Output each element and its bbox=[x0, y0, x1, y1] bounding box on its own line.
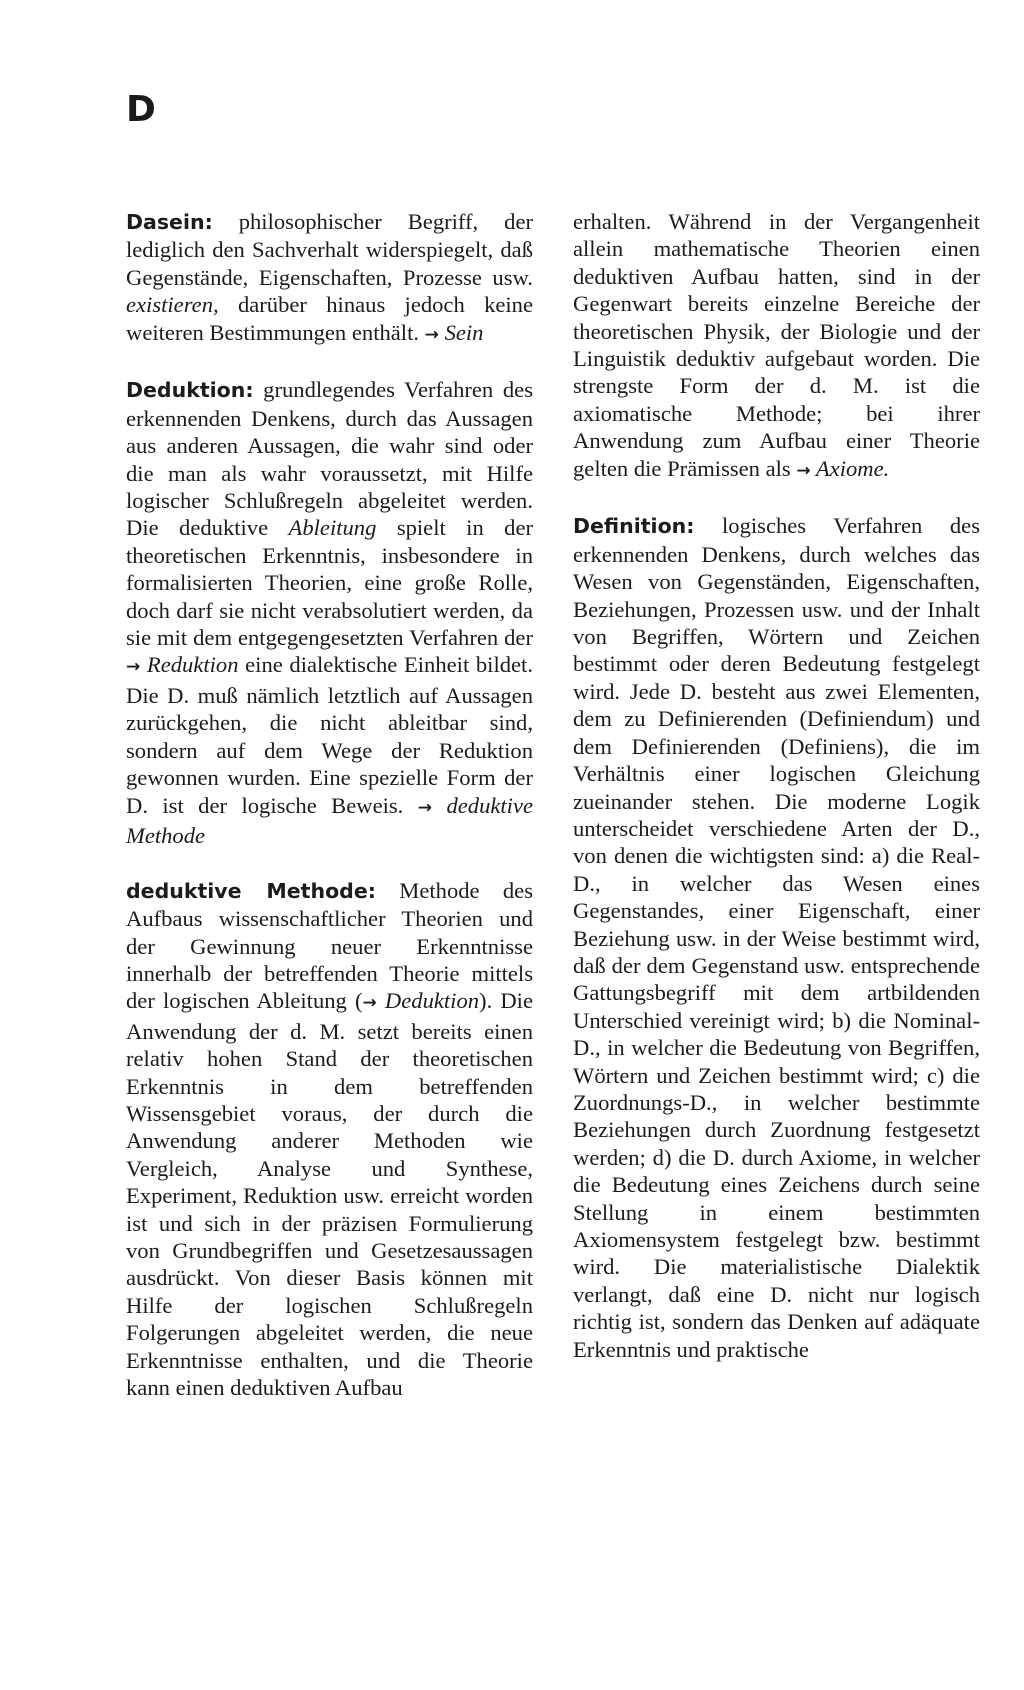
cross-reference-term: Ableitung bbox=[288, 515, 377, 541]
cross-reference-arrow-icon: → bbox=[126, 657, 141, 678]
entry-text: spielt in der theoretischen Erkenntnis, insbesondere in formalisierten Theorien, eine große Rolle, doch darf sie nicht verabsolutiert werden, da sie mit dem entgegengesetzten Verfahren der bbox=[126, 515, 534, 651]
entry-text: philosophischer Begriff, der lediglich den Sachverhalt widerspiegelt, daß Gegenstände, Eigenschaften, Prozesse usw. bbox=[126, 209, 533, 290]
entry-text: grundlegendes Verfahren des erkennenden Denkens, durch das Aussagen aus anderen Aussagen, die wahr sind oder die man als wahr voraussetzt, mit Hilfe logischer Schlußregeln abgeleitet werden. Die deduktive bbox=[126, 377, 533, 541]
cross-reference-arrow-icon: → bbox=[417, 797, 433, 818]
entry-text: eine dialektische Einheit bildet. Die D. muß nämlich letztlich auf Aussagen zurückgehen, die nicht ableitbar sind, sondern auf dem Wege der Reduktion gewonnen wurden. Eine spezielle Form der D. ist der logische Beweis. bbox=[126, 652, 533, 818]
cross-reference-arrow-icon: → bbox=[424, 324, 439, 345]
entry-headword: Deduktion: bbox=[126, 378, 254, 403]
cross-reference-term: existieren, bbox=[126, 292, 219, 318]
entry-text: logisches Verfahren des erkennenden Denkens, durch welches das Wesen von Gegenständen, Eigenschaften, Beziehungen, Prozessen usw. und der Inhalt von Begriffen, Wörtern und Zeichen bestimmt oder deren Bedeutung festgelegt wird. Jede D. besteht aus zwei Elementen, dem zu Definierenden (Definiendum) und dem Definierenden (Definiens), die im Verhältnis einer logischen Gleichung zueinander stehen. Die moderne Logik unterscheidet verschiedene Arten der D., von denen die wichtigsten sind: a) die Real-D., in welcher das Wesen eines Gegenstandes, einer Eigenschaft, einer Beziehung usw. in der Weise bestimmt wird, daß der dem Gegenstand usw. entsprechende Gattungsbegriff mit dem artbildenden Unterschied vereinigt wird; b) die Nominal-D., in welcher die Bedeutung von Begriffen, Wörtern und Zeichen bestimmt wird; c) die Zuordnungs-D., in welcher bestimmte Beziehungen durch Zuordnung festgesetzt werden; d) die D. durch Axiome, in welcher die Bedeutung eines Zeichens durch seine Stellung in einem bestimmten Axiomensystem festgelegt bzw. bestimmt wird. Die materialistische Dialektik verlangt, daß eine D. nicht nur logisch richtig ist, sondern das Denken auf adäquate Erkenntnis und praktische bbox=[573, 513, 980, 1362]
cross-reference-arrow-icon: → bbox=[796, 460, 811, 481]
right-column bbox=[573, 208, 980, 1390]
entry-definition bbox=[573, 512, 980, 1363]
entry-text: darüber hinaus jedoch keine weiteren Bestimmungen enthält. bbox=[126, 292, 533, 345]
entry-deduktion bbox=[126, 376, 533, 849]
entry-deduktive-methode bbox=[126, 877, 533, 1402]
section-letter: D bbox=[126, 89, 156, 130]
entry-text: ). Die Anwendung der d. M. setzt bereits einen relativ hohen Stand der theoretischen Erkenntnis in dem betreffenden Wissensgebiet voraus, der durch die Anwendung anderer Methoden wie Vergleich, Analyse und Synthese, Experiment, Reduktion usw. erreicht worden ist und sich in der präzisen Formulierung von Grundbegriffen und Gesetzesaussagen ausdrückt. Von dieser Basis können mit Hilfe der logischen Schlußregeln Folgerungen abgeleitet werden, die neue Erkenntnisse enthalten, und die Theorie kann einen deduktiven Aufbau bbox=[126, 988, 533, 1401]
cross-reference-term: Reduktion bbox=[140, 652, 239, 678]
entry-continuation bbox=[573, 208, 980, 485]
entry-headword: Definition: bbox=[573, 514, 695, 539]
cross-reference-term: Axiome. bbox=[810, 455, 890, 481]
entry-headword: Dasein: bbox=[126, 210, 213, 234]
cross-reference-term: Deduktion bbox=[376, 988, 480, 1014]
entry-text: Methode des Aufbaus wissenschaftlicher Theorien und der Gewinnung neuer Erkenntnisse innerhalb der betreffenden Theorie mittels der logischen Ableitung ( bbox=[126, 877, 533, 1014]
entry-dasein bbox=[126, 208, 533, 349]
cross-reference-term: Sein bbox=[438, 319, 484, 345]
cross-reference-arrow-icon: → bbox=[362, 993, 377, 1014]
cross-reference-term: deduktive Methode bbox=[126, 792, 534, 848]
entry-headword: deduktive Methode: bbox=[126, 878, 376, 903]
entry-text: erhalten. Während in der Vergangenheit allein mathematische Theorien einen deduktiven Aufbau hatten, sind in der Gegenwart bereits einzelne Bereiche der theoretischen Physik, der Biologie und der Linguistik deduktiv aufgebaut worden. Die strengste Form der d. M. ist die axiomatische Methode; bei ihrer Anwendung zum Aufbau einer Theorie gelten die Prämissen als bbox=[573, 209, 980, 481]
left-column bbox=[126, 208, 533, 1429]
